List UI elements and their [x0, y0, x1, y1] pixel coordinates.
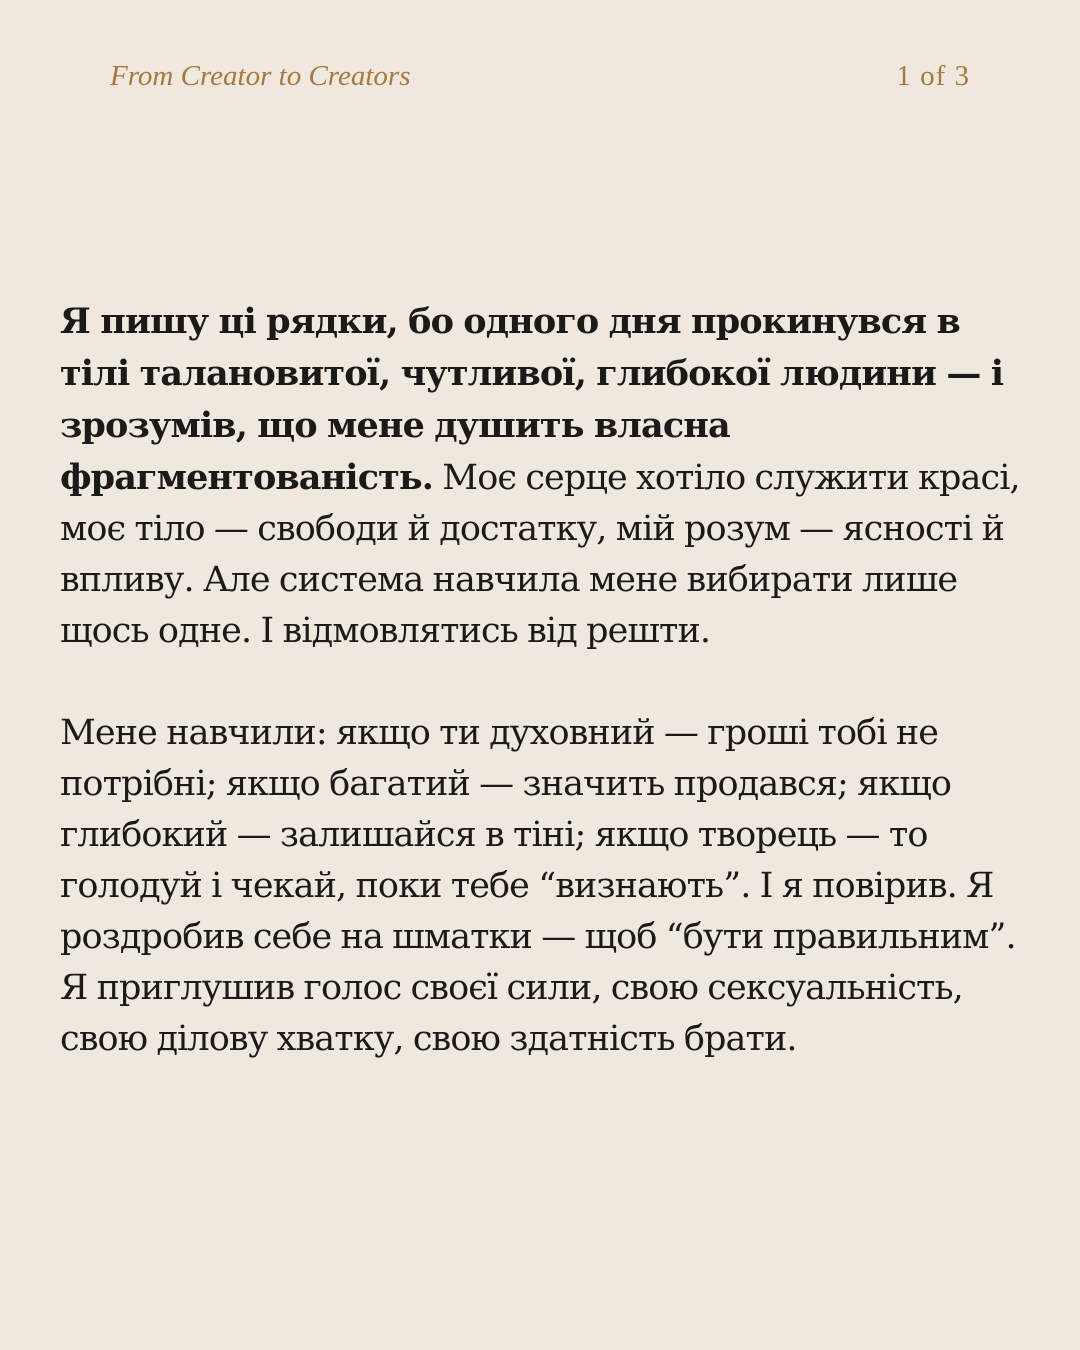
paragraph-2: Мене навчили: якщо ти духовний — гроші тобі не потрібні; якщо багатий — значить продався; якщо глибокий — залишайся в тіні; якщо творець — то голодуй і чекай, поки тебе “визнають”. І я повірив. Я роздробив себе на шматки — щоб “бути правильним”. Я приглушив голос своєї сили, свою сексуальність, свою ділову хватку, свою здатність брати.	[60, 713, 1016, 1059]
text-body	[60, 296, 1025, 1065]
page-indicator: 1 of 3	[896, 59, 970, 92]
paragraph-1-rest: Моє серце хотіло служити красі, моє тіло — свободи й достатку, мій розум — ясності й впливу. Але система навчила мене вибирати лише щось одне. І відмовлятись від решти.	[60, 458, 1020, 651]
paragraph-1-lead: Я пишу ці рядки, бо одного дня прокинувся в тілі талановитої, чутливої, глибокої людини — і зрозумів, що мене душить власна фрагментованість.	[60, 301, 1004, 498]
series-title: From Creator to Creators	[110, 59, 411, 92]
page-header	[110, 56, 970, 96]
paragraph-1	[60, 296, 1025, 657]
